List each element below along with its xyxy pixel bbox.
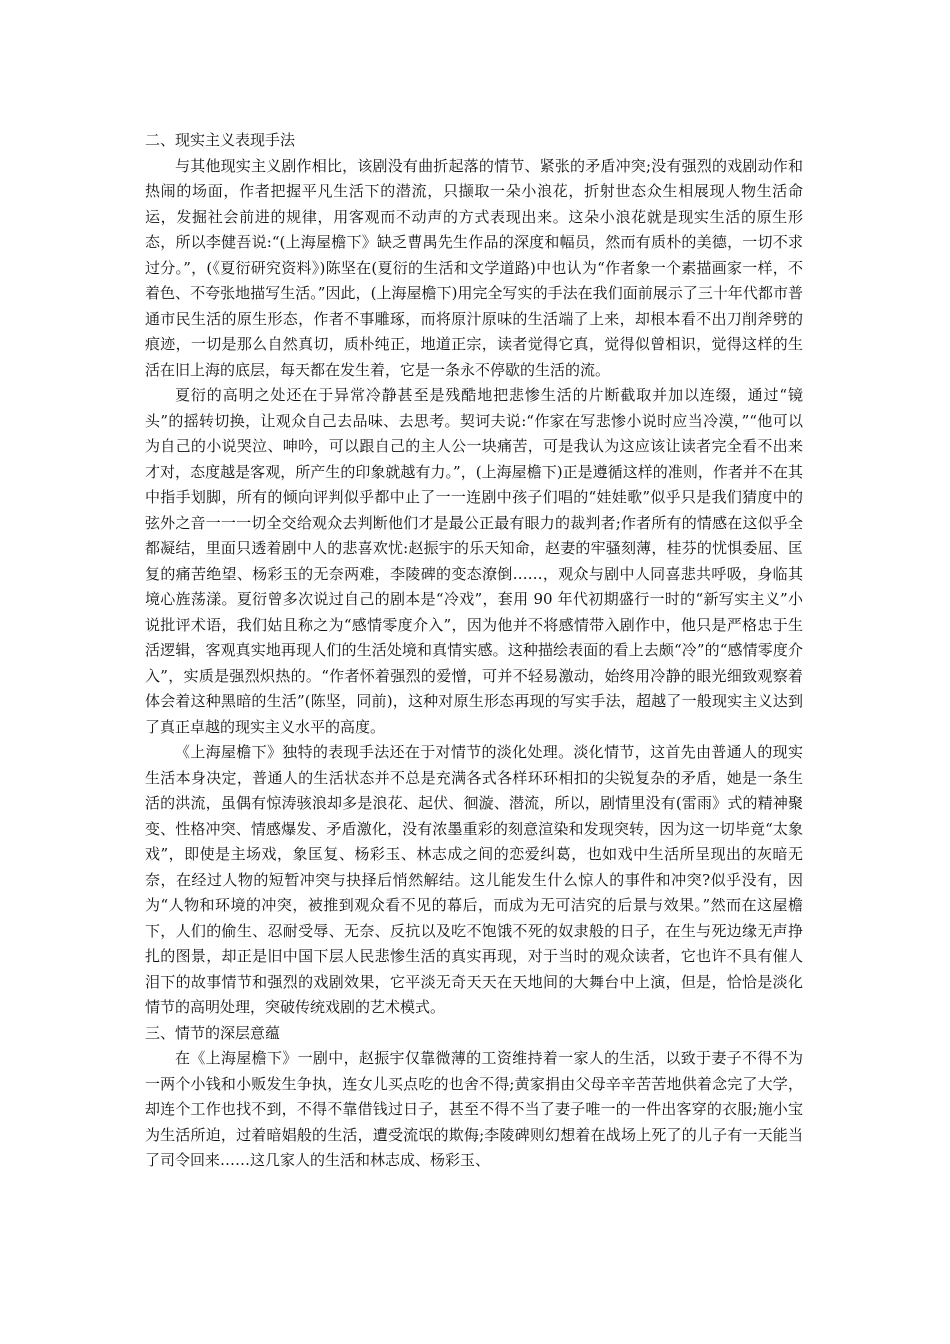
paragraph-plot-1: 在《上海屋檐下》一剧中，赵振宇仅靠微薄的工资维持着一家人的生活，以致于妻子不得不为一两个小钱和小贩发生争执，连女儿买点吃的也舍不得;黄家捐由父母辛辛苦苦地供着念完了大学，却连个工作也找不到，不得不靠借钱过日子，甚至不得不当了妻子唯一的一件出客穿的衣服;施小宝为生活所迫，过着暗娼般的生活，遭受流氓的欺侮;李陵碑则幻想着在战场上死了的儿子有一天能当了司令回来……这几家人的生活和林志成、杨彩玉、 [145,1049,803,1169]
section-heading-realism: 二、现实主义表现手法 [145,131,296,149]
paragraph-realism-2: 夏衍的高明之处还在于异常冷静甚至是残酷地把悲惨生活的片断截取并加以连缀，通过“镜头”的摇转切换，让观众自己去品味、去思考。契诃夫说:“作家在写悲惨小说时应当冷漠，”“他可以为自己的小说哭泣、呻吟，可以跟自己的主人公一块痛苦，可是我认为这应该让读者完全看不出来才对，态度越是客观，所产生的印象就越有力。”，(上海屋檐下)正是遵循这样的准则，作者并不在其中指手划脚，所有的倾向评判似乎都中止了一一连剧中孩子们唱的“娃娃歌”似乎只是我们猜度中的弦外之音一一一切全交给观众去判断他们才是最公正最有眼力的裁判者;作者所有的情感在这似乎全都凝结，里面只透着剧中人的悲喜欢忧:赵振宇的乐天知命，赵妻的牢骚刻薄，桂芬的忧惧委屈、匡复的痛苦绝望、杨彩玉的无奈两难，李陵碑的变态潦倒……，观众与剧中人同喜悲共呼吸，身临其境心旌荡漾。夏衍曾多次说过自己的剧本是“冷戏”，套用 90 年代初期盛行一时的“新写实主义”小说批评术语，我们姑且称之为“感情零度介入”，因为他并不将感情带入剧作中，他只是严格忠于生活逻辑，客观真实地再现人们的生活处境和真情实感。这种描绘表面的看上去颇“冷”的“感情零度介入”，实质是强烈炽热的。“作者怀着强烈的爱憎，可并不轻易激动，始终用冷静的眼光细致观察着体会着这种黑暗的生活”(陈坚，同前)，这种对原生形态再现的写实手法，超越了一般现实主义达到了真正卓越的现实主义水平的高度。 [145,386,803,736]
paragraph-realism-3: 《上海屋檐下》独特的表现手法还在于对情节的淡化处理。淡化情节，这首先由普通人的现实生活本身决定，普通人的生活状态并不总是充满各式各样环环相扣的尖锐复杂的矛盾，她是一条生活的洪流，虽偶有惊涛骇浪却多是浪花、起伏、徊漩、潜流，所以，剧情里没有(雷雨》式的精神聚变、性格冲突、情感爆发、矛盾激化，没有浓墨重彩的刻意渲染和发现突转，因为这一切毕竟“太象戏”，即使是主场戏，象匡复、杨彩玉、林志成之间的恋爱纠葛，也如戏中生活所呈现出的灰暗无奈，在经过人物的短暂冲突与抉择后悄然解结。这儿能发生什么惊人的事件和冲突?似乎没有，因为“人物和环境的冲突，被推到观众看不见的幕后，而成为无可洁究的后景与效果。”然而在这屋檐下，人们的偷生、忍耐受辱、无奈、反抗以及吃不饱饿不死的奴隶般的日子，在生与死边缘无声挣扎的图景，却正是旧中国下层人民悲惨生活的真实再现，对于当时的观众读者，它也许不具有催人泪下的故事情节和强烈的戏剧效果，它平淡无奇天天在天地间的大舞台中上演，但是，恰恰是淡化情节的高明处理，突破传统戏剧的艺术模式。 [145,743,803,1016]
document-page [145,128,803,1174]
paragraph-realism-1: 与其他现实主义剧作相比，该剧没有曲折起落的情节、紧张的矛盾冲突;没有强烈的戏剧动作和热闹的场面，作者把握平凡生活下的潜流，只撷取一朵小浪花，折射世态众生相展现人物生活命运，发掘社会前进的规律，用客观而不动声的方式表现出来。这朵小浪花就是现实生活的原生形态，所以李健吾说:“(上海屋檐下》缺乏曹禺先生作品的深度和幅员，然而有质朴的美德，一切不求过分。”，(《夏衍研究资料》)陈坚在(夏衍的生活和文学道路)中也认为“作者象一个素描画家一样，不着色、不夸张地描写生活。”因此，(上海屋檐下)用完全写实的手法在我们面前展示了三十年代都市普通市民生活的原生形态，作者不事雕琢，而将原汁原味的生活端了上来，却根本看不出刀削斧劈的痕迹，一切是那么自然真切，质朴纯正，地道正宗，读者觉得它真，觉得似曾相识，觉得这样的生活在旧上海的底层，每天都在发生着，它是一条永不停歇的生活的流。 [145,156,803,379]
section-heading-plot: 三、情节的深层意蕴 [145,1023,281,1042]
